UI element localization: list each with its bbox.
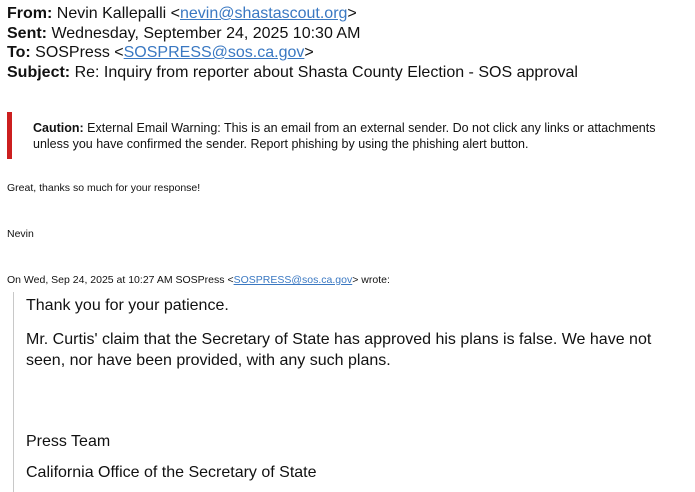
quote-attribution: On Wed, Sep 24, 2025 at 10:27 AM SOSPress <SOSPRESS@sos.ca.gov> wrote: <box>7 274 390 286</box>
quoted-sign-office: California Office of the Secretary of State <box>26 464 317 481</box>
to-label: To: <box>7 44 31 61</box>
to-name: SOSPress <box>35 44 110 61</box>
quoted-line-thanks: Thank you for your patience. <box>26 297 229 314</box>
caution-text <box>33 120 678 152</box>
caution-message: External Email Warning: This is an email from an external sender. Do not click any links or attachments unless you have confirmed the sender. Report phishing by using the phishing alert button. <box>33 121 656 151</box>
subject-line <box>7 63 687 83</box>
caution-label: Caution: <box>33 121 84 135</box>
to-email-link[interactable]: SOSPRESS@sos.ca.gov <box>123 44 305 61</box>
sent-line <box>7 24 687 44</box>
email-header <box>7 4 687 82</box>
to-line: To: SOSPress <SOSPRESS@sos.ca.gov> <box>7 44 314 61</box>
from-label: From: <box>7 5 53 22</box>
quoted-sign-team: Press Team <box>26 433 111 450</box>
quoted-message <box>13 292 694 492</box>
reply-signature: Nevin <box>7 228 34 240</box>
reply-greeting: Great, thanks so much for your response! <box>7 182 201 194</box>
attribution-email-link[interactable]: SOSPRESS@sos.ca.gov <box>233 274 353 286</box>
subject-label: Subject: <box>7 63 71 81</box>
sent-label: Sent: <box>7 24 47 42</box>
quoted-paragraph-claim: Mr. Curtis' claim that the Secretary of State has approved his plans is false. We have not seen, nor have been provided, with any such plans. <box>26 331 652 369</box>
subject-value: Re: Inquiry from reporter about Shasta County Election - SOS approval <box>74 63 578 81</box>
caution-banner <box>7 112 687 160</box>
from-line: From: Nevin Kallepalli <nevin@shastascout.org> <box>7 5 357 22</box>
sent-value: Wednesday, September 24, 2025 10:30 AM <box>51 24 361 42</box>
attribution-prefix: On Wed, Sep 24, 2025 at 10:27 AM SOSPress <box>7 274 225 286</box>
from-email-link[interactable]: nevin@shastascout.org <box>179 5 348 22</box>
from-name: Nevin Kallepalli <box>56 5 167 22</box>
caution-bar <box>7 112 12 159</box>
attribution-suffix: wrote: <box>361 274 390 286</box>
